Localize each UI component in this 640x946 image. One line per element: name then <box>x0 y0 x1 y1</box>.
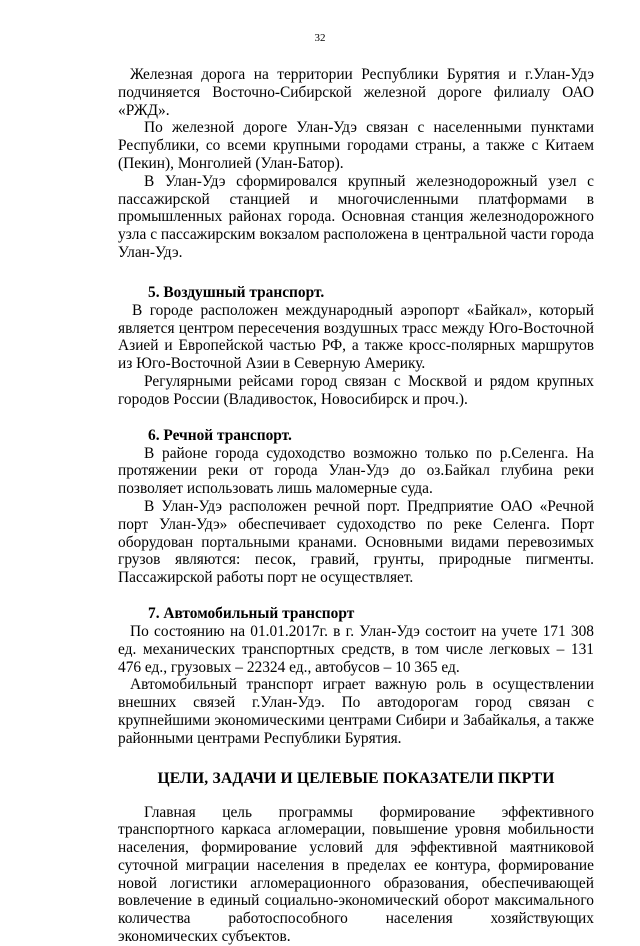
paragraph-road-connections: Автомобильный транспорт играет важную роль в осуществлении внешних связей г.Улан-Удэ. По автодорогам город связан с крупнейшими экономическими центрами Сибири и Забайкалья, а также районными центрами Республики Бурятия. <box>118 676 594 747</box>
paragraph-airport: В городе расположен международный аэропорт «Байкал», который является центром пересечения воздушных трасс между Юго-Восточной Азией и Европейской частью РФ, а также кросс-полярных маршрутов из Юго-Восточной Азии в Северную Америку. <box>118 301 594 373</box>
section-heading-river: 6. Речной транспорт. <box>148 426 292 444</box>
paragraph-vehicle-stats: По состоянию на 01.01.2017г. в г. Улан-Удэ состоит на учете 171 308 ед. механических транспортных средств, в том числе легковых – 131 476 ед., грузовых – 22324 ед., автобусов – 10 365 ед. <box>118 622 594 676</box>
paragraph-air-routes: Регулярными рейсами город связан с Москвой и рядом крупных городов России (Владивосток, Новосибирск и проч.). <box>118 372 594 408</box>
page-body <box>118 66 594 946</box>
paragraph-main-goal: Главная цель программы формирование эффективного транспортного каркаса агломерации, повышение уровня мобильности населения, формирование условий для эффективной маятниковой суточной миграции населения в пределах ее контура, формирование новой логистики агломерационного образования, обеспечивающей вовлечение в единый социально-экономический оборот максимального количества работоспособного населения хозяйствующих экономических субъектов. <box>118 803 594 946</box>
spacer <box>118 788 594 804</box>
spacer <box>118 262 594 284</box>
main-heading-goals: ЦЕЛИ, ЗАДАЧИ И ЦЕЛЕВЫЕ ПОКАЗАТЕЛИ ПКРТИ <box>157 769 555 787</box>
page-number: 32 <box>314 32 326 44</box>
spacer <box>118 409 594 427</box>
spacer <box>118 587 594 605</box>
spacer <box>118 748 594 770</box>
paragraph-river-port: В Улан-Удэ расположен речной порт. Предприятие ОАО «Речной порт Улан-Удэ» обеспечивает судоходство по реке Селенга. Порт оборудован портальными кранами. Основными видами перевозимых грузов являются: песок, гравий, грунты, природные пигменты. Пассажирской работы порт не осуществляет. <box>118 497 594 587</box>
section-heading-air: 5. Воздушный транспорт. <box>148 283 325 301</box>
paragraph-railway-junction: В Улан-Удэ сформировался крупный железнодорожный узел с пассажирской станцией и многочисленными платформами в промышленных районах города. Основная станция железнодорожного узла с пассажирским вокзалом расположена в центральной части города Улан-Удэ. <box>118 172 594 261</box>
paragraph-railway-connections: По железной дороге Улан-Удэ связан с населенными пунктами Республики, со всеми крупными городами страны, а также с Китаем (Пекин), Монголией (Улан-Батор). <box>118 119 594 172</box>
section-heading-road: 7. Автомобильный транспорт <box>148 604 355 622</box>
paragraph-river-navigation: В районе города судоходство возможно только по р.Селенга. На протяжении реки от города Улан-Удэ до оз.Байкал глубина реки позволяет использовать лишь маломерные суда. <box>118 444 594 498</box>
paragraph-railway-subordination: Железная дорога на территории Республики Бурятия и г.Улан-Удэ подчиняется Восточно-Сибирской железной дороге филиалу ОАО «РЖД». <box>118 66 594 119</box>
